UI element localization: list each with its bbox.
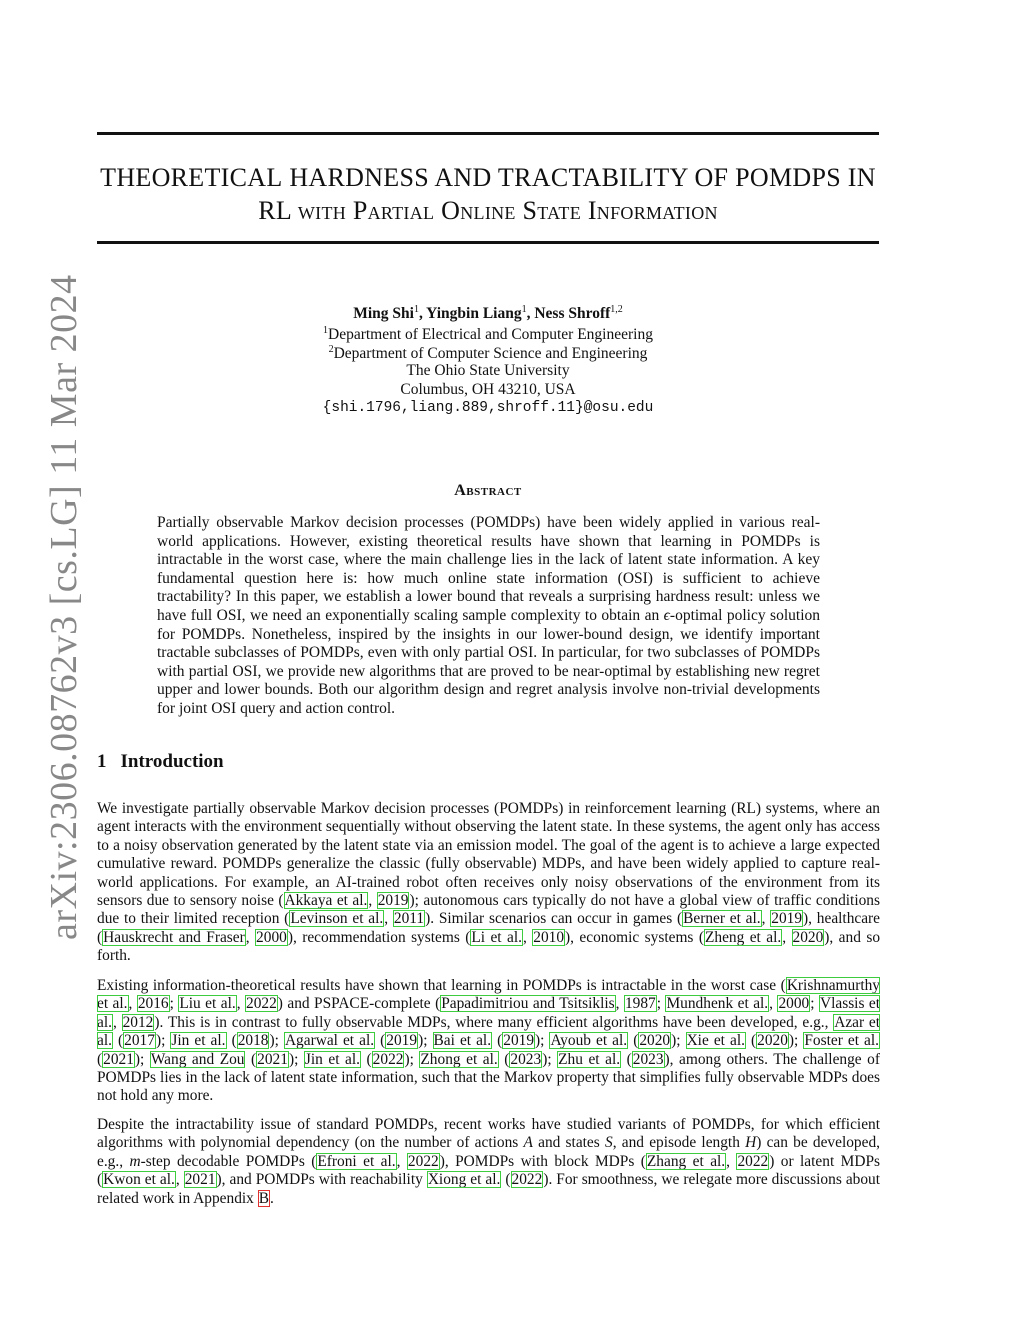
appendix-link[interactable]: B [258,1189,269,1207]
affiliation-university: The Ohio State University [406,362,570,379]
citation-link[interactable]: Xie et al. [686,1032,745,1050]
citation-link[interactable]: 2020 [757,1032,788,1050]
citation-link[interactable]: Li et al. [471,928,522,946]
author-name: Yingbin Liang [426,305,522,323]
body-text: ( [226,1032,237,1050]
body-text: ) or latent MDPs ( [97,1152,880,1189]
citation-link[interactable]: Jin et al. [304,1050,360,1068]
body-text: ); [155,1032,171,1050]
citation-link[interactable]: 2011 [393,910,425,928]
citation-link[interactable]: 2021 [257,1050,288,1068]
body-text: , [368,892,377,910]
body-text: , [112,1013,122,1031]
body-text: Despite the intractability issue of standard POMDPs, recent works have studied variants of POMDPs, for which efficient algorithms with polynomial dependency (on the number of actions [97,1116,880,1152]
body-text: ), healthcare ( [97,910,881,946]
body-text: and states [532,1134,605,1152]
intro-paragraph-2 [97,977,880,1106]
citation-link[interactable]: 2020 [792,928,824,946]
abstract-heading: Abstract [454,482,522,499]
author-name: Ming Shi [353,305,414,323]
citation-link[interactable]: Foster et al. [804,1032,880,1050]
section-heading-introduction: 1 Introduction [97,751,224,772]
citation-link[interactable]: Bai et al. [433,1032,492,1050]
body-text: ), recommendation systems ( [287,928,471,946]
body-text: , [128,995,137,1013]
citation-link[interactable]: Agarwal et al. [284,1032,375,1050]
body-text: , [769,995,778,1013]
body-text: ), and POMDPs with reachability [216,1171,427,1189]
body-text: ); [404,1050,420,1068]
body-text: ), economic systems ( [565,928,704,946]
body-text: , [782,928,792,946]
body-text: ( [621,1050,632,1068]
citation-link[interactable]: 2018 [237,1032,269,1050]
citation-link[interactable]: 2023 [632,1050,664,1068]
math-symbol: S [604,1134,613,1152]
body-text: ( [745,1032,757,1050]
citation-link[interactable]: 2010 [533,928,565,946]
body-text: ( [97,1050,103,1068]
citation-link[interactable]: 1987 [624,995,656,1013]
body-text: ; [656,995,666,1013]
citation-link[interactable]: 2022 [246,995,277,1013]
body-text: ( [498,1050,510,1068]
citation-link[interactable]: Akkaya et al. [284,892,368,910]
citation-link[interactable]: Krishnamurthy et al. [97,977,880,1013]
body-text: , [615,995,624,1013]
body-text: ) and PSPACE-complete ( [277,995,441,1013]
citation-link[interactable]: Levinson et al. [290,910,384,928]
body-text: ); [269,1032,284,1050]
body-text: ); [542,1050,558,1068]
body-text: ( [375,1032,386,1050]
author-list: Ming Shi$^1$, Yingbin Liang$^1$, Ness Shroff$^{1,2}$ [353,304,623,323]
body-text: ); [671,1032,686,1050]
intro-paragraph-3 [97,1116,880,1208]
body-text: , [396,1152,407,1170]
author-name: Ness Shroff [534,305,611,323]
affiliation-address: Columbus, OH 43210, USA [400,381,576,398]
citation-link[interactable]: Zhang et al. [646,1152,726,1170]
citation-link[interactable]: 2000 [778,995,810,1013]
citation-link[interactable]: 2016 [137,995,169,1013]
citation-link[interactable]: 2019 [377,892,409,910]
citation-link[interactable]: 2019 [503,1032,535,1050]
body-text: , [245,928,256,946]
citation-link[interactable]: Berner et al. [683,910,761,928]
body-text: . [269,1189,274,1207]
body-text: ); [535,1032,550,1050]
body-text: ), among others. The challenge of POMDPs lies in the lack of latent state information, such that the Markov property that simplifies fully observable MDPs does not hold any more. [97,1050,880,1105]
citation-link[interactable]: 2021 [184,1171,216,1189]
body-text: ( [112,1032,124,1050]
math-symbol: A [523,1134,533,1152]
body-text: ), POMDPs with block MDPs ( [439,1152,646,1170]
citation-link[interactable]: Ayoub et al. [550,1032,628,1050]
body-text: , [236,995,246,1013]
title-rule-top [97,132,879,135]
body-text: , [384,910,393,928]
body-text: ) can be developed, e.g., [97,1134,880,1170]
abstract-text: Partially observable Markov decision processes (POMDPs) have been widely applied in various real-world applications. However, existing theoretical results have shown that learning in POMDPs is intractable in the worst case, where the main challenge lies in the lack of latent state information. A key fundamental question here is: how much online state information (OSI) is sufficient to achieve tractability? In this paper, we establish a lower bound that reveals a surprising hardness result: unless we have full OSI, we need an exponentially scaling sample complexity to obtain an ϵ-optimal policy solution for POMDPs. Nonetheless, inspired by the insights in our lower-bound design, we identify important tractable subclasses of POMDPs, even with only partial OSI. In particular, for two subclasses of POMDPs with partial OSI, we provide new algorithms that are proved to be near-optimal by establishing new regret upper and lower bounds. Both our algorithm design and regret analysis involve non-trivial developments for joint OSI query and action control. [157,514,820,717]
intro-paragraph-1 [97,800,880,966]
body-text: Existing information-theoretical results have shown that learning in POMDPs is intractable in the worst case ( [97,977,786,994]
citation-link[interactable]: Zhu et al. [558,1050,621,1068]
citation-link[interactable]: 2022 [372,1050,404,1068]
title-rule-bottom [97,241,879,244]
citation-link[interactable]: Zheng et al. [704,928,782,946]
citation-link[interactable]: Xiong et al. [427,1171,501,1189]
citation-link[interactable]: 2019 [386,1032,418,1050]
citation-link[interactable]: 2020 [639,1032,671,1050]
affiliation-2: $^2$Department of Computer Science and Engineering [328,344,648,363]
body-text: ). This is in contrast to fully observable MDPs, where many efficient algorithms have been developed, e.g., [154,1013,834,1031]
citation-link[interactable]: Hauskrecht and Fraser [103,928,245,946]
body-text: ); [288,1050,304,1068]
citation-link[interactable]: 2000 [256,928,287,946]
body-text: ); [788,1032,804,1050]
body-text: ); [418,1032,433,1050]
citation-link[interactable]: 2017 [124,1032,155,1050]
citation-link[interactable]: 2012 [122,1013,154,1031]
arxiv-stamp: arXiv:2306.08762v3 [cs.LG] 11 Mar 2024 [43,274,85,940]
citation-link[interactable]: 2022 [407,1152,439,1170]
body-text: ). Similar scenarios can occur in games ( [425,910,683,928]
body-text: ; [169,995,179,1013]
math-symbol: H [745,1134,757,1152]
citation-link[interactable]: 2021 [103,1050,134,1068]
body-text: ( [245,1050,257,1068]
citation-link[interactable]: Mundhenk et al. [666,995,769,1013]
citation-link[interactable]: Vlassis et al. [97,995,881,1031]
body-text: ( [361,1050,372,1068]
body-text: ); [134,1050,150,1068]
citation-link[interactable]: Papadimitriou and Tsitsiklis [441,995,615,1013]
math-symbol: m [129,1152,141,1170]
paper-title-line-1: THEORETICAL HARDNESS AND TRACTABILITY OF POMDPS IN [100,163,876,192]
paper-title-line-2: RL with Partial Online State Information [258,196,718,225]
body-text: , [761,910,771,928]
body-text: , [175,1171,184,1189]
body-text: ). For smoothness, we relegate more discussions about related work in Appendix [97,1171,881,1207]
citation-link[interactable]: 2022 [737,1152,769,1170]
body-text: ), and so forth. [97,928,881,965]
citation-link[interactable]: 2022 [511,1171,543,1189]
citation-link[interactable]: Jin et al. [171,1032,226,1050]
citation-link[interactable]: Zhong et al. [420,1050,498,1068]
body-text: ; [810,995,819,1013]
affiliation-1: $^1$Department of Electrical and Computer Engineering [323,325,653,344]
body-text: , and episode length [612,1134,746,1152]
citation-link[interactable]: Efroni et al. [317,1152,396,1170]
citation-link[interactable]: 2023 [510,1050,542,1068]
citation-link[interactable]: Azar et al. [97,1013,881,1050]
body-text: ); autonomous cars typically do not have a global view of traffic conditions due to their limited reception ( [97,892,880,928]
citation-link[interactable]: Liu et al. [179,995,236,1013]
body-text: , [726,1152,737,1170]
body-text: , [522,928,533,946]
body-text: ( [628,1032,639,1050]
body-text: -step decodable POMDPs ( [140,1152,317,1170]
author-emails[interactable]: {shi.1796,liang.889,shroff.11}@osu.edu [322,400,654,416]
body-text: We investigate partially observable Markov decision processes (POMDPs) in reinforcement learning (RL) systems, where an agent interacts with the environment sequentially without observing the latent state. In these systems, the agent only has access to a noisy observation generated by the latent state via an emission model. The goal of the agent is to achieve a large expected cumulative reward. POMDPs generalize the classic (fully observable) MDPs, and have been widely applied to capture real-world applications. For example, an AI-trained robot often receives only noisy observations of the environment from its sensors due to sensory noise ( [97,800,880,910]
citation-link[interactable]: 2019 [771,910,803,928]
body-text: ( [501,1171,511,1189]
body-text: ( [492,1032,503,1050]
citation-link[interactable]: Kwon et al. [103,1171,175,1189]
citation-link[interactable]: Wang and Zou [150,1050,245,1068]
